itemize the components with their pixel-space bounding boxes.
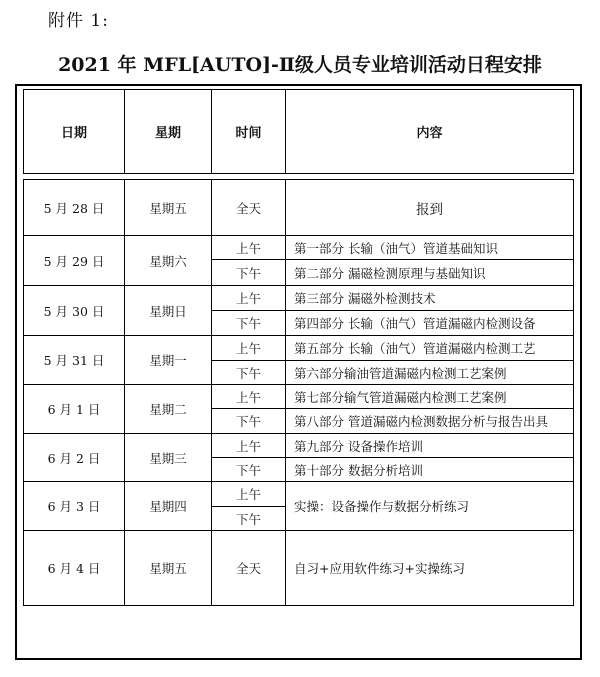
content-cell: 第三部分 漏磁外检测技术 <box>286 286 574 311</box>
content-cell: 实操：设备操作与数据分析练习 <box>286 482 574 531</box>
weekday-cell: 星期四 <box>125 482 212 531</box>
header-weekday: 星期 <box>125 90 212 174</box>
page-title: 2021 年 MFL[AUTO]-Ⅱ级人员专业培训活动日程安排 <box>58 54 542 76</box>
date-cell: 5 月 31 日 <box>24 336 125 385</box>
table-header-row <box>24 90 574 174</box>
time-cell: 下午 <box>212 458 286 482</box>
date-cell: 5 月 30 日 <box>24 286 125 336</box>
table-row <box>24 286 574 311</box>
time-cell: 全天 <box>212 180 286 236</box>
time-cell: 上午 <box>212 482 286 507</box>
date-cell: 6 月 1 日 <box>24 385 125 434</box>
time-cell: 上午 <box>212 385 286 409</box>
time-cell: 全天 <box>212 531 286 606</box>
attachment-label: 附件 1: <box>48 11 109 31</box>
content-cell: 第八部分 管道漏磁内检测数据分析与报告出具 <box>286 409 574 434</box>
time-cell: 上午 <box>212 434 286 458</box>
date-cell: 5 月 29 日 <box>24 236 125 286</box>
content-cell: 第十部分 数据分析培训 <box>286 458 574 482</box>
time-cell: 下午 <box>212 311 286 336</box>
content-cell: 第二部分 漏磁检测原理与基础知识 <box>286 260 574 286</box>
header-time: 时间 <box>212 90 286 174</box>
date-cell: 6 月 2 日 <box>24 434 125 482</box>
content-cell: 第九部分 设备操作培训 <box>286 434 574 458</box>
table-row <box>24 180 574 236</box>
content-cell: 第七部分输气管道漏磁内检测工艺案例 <box>286 385 574 409</box>
time-cell: 下午 <box>212 409 286 434</box>
table-row <box>24 385 574 409</box>
header-date: 日期 <box>24 90 125 174</box>
content-cell: 第五部分 长输（油气）管道漏磁内检测工艺 <box>286 336 574 361</box>
time-cell: 下午 <box>212 361 286 385</box>
weekday-cell: 星期日 <box>125 286 212 336</box>
table-row <box>24 434 574 458</box>
content-cell: 第六部分输油管道漏磁内检测工艺案例 <box>286 361 574 385</box>
content-cell: 报到 <box>286 180 574 236</box>
weekday-cell: 星期二 <box>125 385 212 434</box>
table-row <box>24 531 574 606</box>
date-cell: 6 月 4 日 <box>24 531 125 606</box>
weekday-cell: 星期五 <box>125 180 212 236</box>
table-row <box>24 336 574 361</box>
date-cell: 5 月 28 日 <box>24 180 125 236</box>
time-cell: 上午 <box>212 236 286 260</box>
header-content: 内容 <box>286 90 574 174</box>
content-cell: 第四部分 长输（油气）管道漏磁内检测设备 <box>286 311 574 336</box>
weekday-cell: 星期六 <box>125 236 212 286</box>
table-row <box>24 236 574 260</box>
table-row <box>24 482 574 507</box>
schedule-table <box>23 89 574 606</box>
weekday-cell: 星期五 <box>125 531 212 606</box>
content-cell: 自习+应用软件练习+实操练习 <box>286 531 574 606</box>
time-cell: 上午 <box>212 286 286 311</box>
time-cell: 下午 <box>212 507 286 531</box>
weekday-cell: 星期一 <box>125 336 212 385</box>
content-cell: 第一部分 长输（油气）管道基础知识 <box>286 236 574 260</box>
time-cell: 下午 <box>212 260 286 286</box>
time-cell: 上午 <box>212 336 286 361</box>
date-cell: 6 月 3 日 <box>24 482 125 531</box>
weekday-cell: 星期三 <box>125 434 212 482</box>
